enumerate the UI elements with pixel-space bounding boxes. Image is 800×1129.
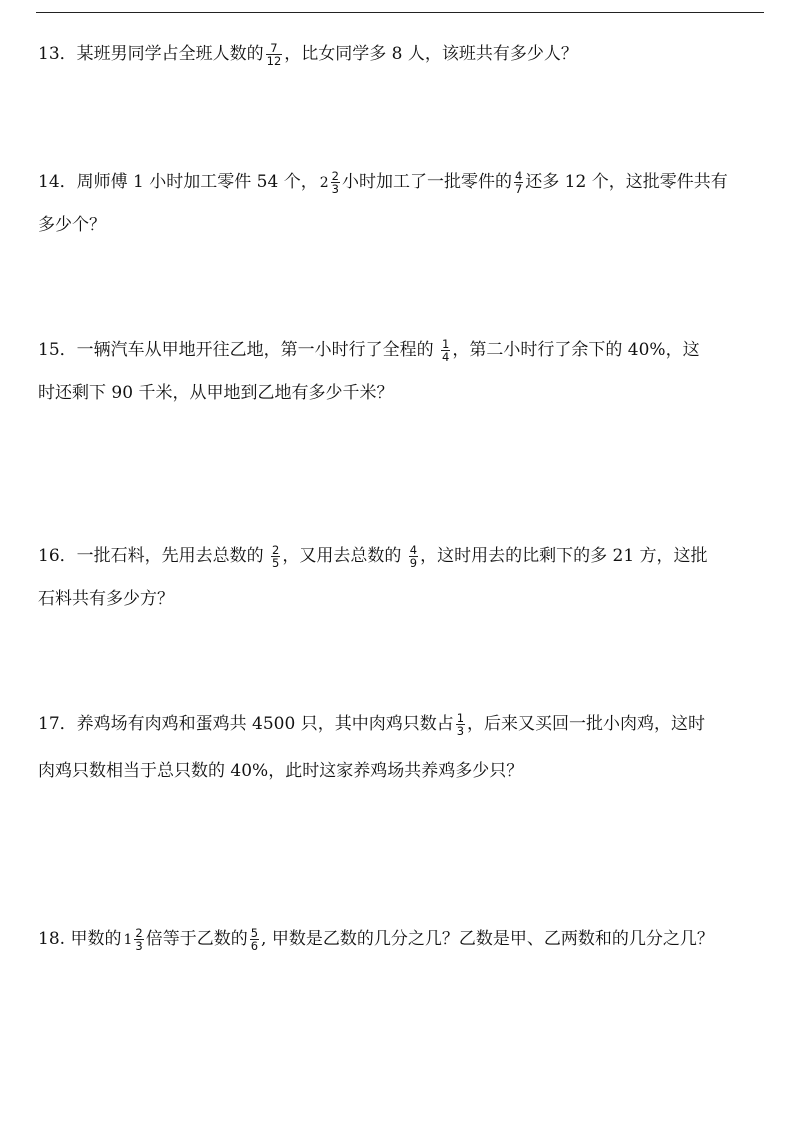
question-14-text-after: 还多 12 个，这批零件共有 <box>525 172 728 192</box>
fraction-1-4: $\frac{1}{4}$ <box>442 337 450 364</box>
mixed-number-whole: 2 <box>319 174 329 191</box>
question-14-line-2: 多少个？ <box>38 215 106 235</box>
mixed-number-whole: 1 <box>123 931 133 948</box>
question-16-text-after: ，这时用去的比剩下的多 21 方，这批 <box>420 546 708 566</box>
fraction-7-12: $\frac{7}{12}$ <box>266 41 282 68</box>
question-15-text-before: 15．一辆汽车从甲地开往乙地，第一小时行了全程的 <box>38 340 440 360</box>
fraction-4-7: $\frac{4}{7}$ <box>514 169 523 196</box>
fraction-5-6: $\frac{5}{6}$ <box>250 926 259 953</box>
fraction-2-3: $\frac{2}{3}$ <box>135 926 143 953</box>
question-15-text-after: ，第二小时行了余下的 40%，这 <box>452 340 700 360</box>
question-16-text-before: 16．一批石料，先用去总数的 <box>38 546 270 566</box>
question-18-text-mid: 倍等于乙数的 <box>145 929 248 949</box>
question-16-line-1 <box>38 544 708 569</box>
question-14-text-before: 14．周师傅 1 小时加工零件 54 个， <box>38 172 318 192</box>
fraction-2-5: $\frac{2}{5}$ <box>272 543 280 570</box>
question-18-line-1 <box>38 927 714 952</box>
fraction-2-3: $\frac{2}{3}$ <box>331 169 339 196</box>
question-13-line-1 <box>38 42 578 67</box>
question-18-text-after: , 甲数是乙数的几分之几？乙数是甲、乙两数和的几分之几？ <box>261 929 714 949</box>
question-15-line-2: 时还剩下 90 千米，从甲地到乙地有多少千米？ <box>38 383 394 403</box>
top-rule <box>36 12 764 13</box>
question-13-text-after: ，比女同学多 8 人，该班共有多少人？ <box>284 44 578 64</box>
question-17-line-2: 肉鸡只数相当于总只数的 40%，此时这家养鸡场共养鸡多少只？ <box>38 761 524 781</box>
fraction-1-3: $\frac{1}{3}$ <box>456 711 465 738</box>
question-16-line-2: 石料共有多少方？ <box>38 589 174 609</box>
question-14-text-mid: 小时加工了一批零件的 <box>341 172 512 192</box>
question-13-text-before: 13．某班男同学占全班人数的 <box>38 44 264 64</box>
question-16-text-mid: ，又用去总数的 <box>282 546 407 566</box>
fraction-4-9: $\frac{4}{9}$ <box>409 543 418 570</box>
question-15-line-1 <box>38 338 700 363</box>
question-14-line-1 <box>38 170 728 195</box>
question-17-line-1 <box>38 712 705 737</box>
question-17-text-after: ，后来又买回一批小肉鸡，这时 <box>467 714 706 734</box>
question-18-text-before: 18. 甲数的 <box>38 929 122 949</box>
question-17-text-before: 17．养鸡场有肉鸡和蛋鸡共 4500 只，其中肉鸡只数占 <box>38 714 454 734</box>
